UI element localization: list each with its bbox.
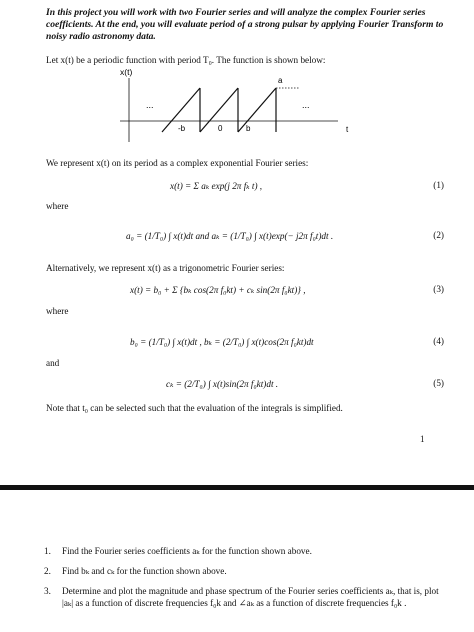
- figure-ylabel: x(t): [120, 67, 133, 77]
- page-number: 1: [420, 434, 425, 444]
- equation-2: a₀ = (1/T₀) ∫ x(t)dt and aₖ = (1/T₀) ∫ x(t)exp(− j2π f₀t)dt .: [126, 231, 334, 241]
- sawtooth-figure: [110, 66, 360, 152]
- task-number: 3.: [44, 586, 51, 596]
- dots-left: ...: [146, 100, 154, 110]
- task-text: Find the Fourier series coefficients aₖ for the function shown above.: [62, 546, 312, 556]
- page-separator: [0, 485, 474, 490]
- where-label-2: where: [46, 306, 69, 316]
- trig-intro: Alternatively, we represent x(t) as a trigonometric Fourier series:: [46, 263, 285, 273]
- task-item: [44, 545, 444, 557]
- equation-2-number: (2): [433, 230, 444, 240]
- ramp-3: [238, 88, 276, 132]
- equation-1: x(t) = Σ aₖ exp(j 2π fₖ t) ,: [170, 181, 263, 191]
- equation-5-number: (5): [433, 378, 444, 388]
- equation-4: b₀ = (1/T₀) ∫ x(t)dt , bₖ = (2/T₀) ∫ x(t)cos(2π f₀kt)dt: [130, 337, 314, 347]
- task-item: [44, 585, 444, 609]
- complex-intro: We represent x(t) on its period as a complex exponential Fourier series:: [46, 158, 309, 168]
- task-item: [44, 565, 444, 577]
- equation-3: x(t) = b₀ + Σ {bₖ cos(2π f₀kt) + cₖ sin(2π f₀kt)} ,: [130, 285, 306, 295]
- dots-right: ...: [302, 100, 310, 110]
- period-sentence: Let x(t) be a periodic function with period T₀. The function is shown below:: [46, 55, 326, 65]
- note-sentence: Note that t₀ can be selected such that the evaluation of the integrals is simplified.: [46, 403, 343, 413]
- task-number: 1.: [44, 546, 51, 556]
- label-a: a: [278, 76, 283, 85]
- and-label: and: [46, 358, 60, 368]
- equation-4-number: (4): [433, 336, 444, 346]
- task-text: Determine and plot the magnitude and phase spectrum of the Fourier series coefficients aₖ, that is, plot |aₖ| as a function of discrete frequencies f₀k and ∠aₖ as a function of discrete frequencies f₀k .: [62, 586, 439, 608]
- task-number: 2.: [44, 566, 51, 576]
- equation-1-number: (1): [433, 180, 444, 190]
- intro-paragraph: In this project you will work with two Fourier series and will analyze the complex Fourier series coefficients. At the end, you will evaluate period of a strong pulsar by applying Fourier Transform to noisy radio astronomy data.: [46, 7, 444, 42]
- equation-5: cₖ = (2/T₀) ∫ x(t)sin(2π f₀kt)dt .: [166, 379, 279, 389]
- equation-3-number: (3): [433, 284, 444, 294]
- label-minus-b: -b: [178, 124, 186, 133]
- task-list: [44, 545, 444, 617]
- label-t: t: [346, 125, 349, 134]
- where-label-1: where: [46, 201, 69, 211]
- label-b: b: [246, 124, 251, 133]
- task-text: Find bₖ and cₖ for the function shown above.: [62, 566, 227, 576]
- label-zero: 0: [218, 124, 223, 133]
